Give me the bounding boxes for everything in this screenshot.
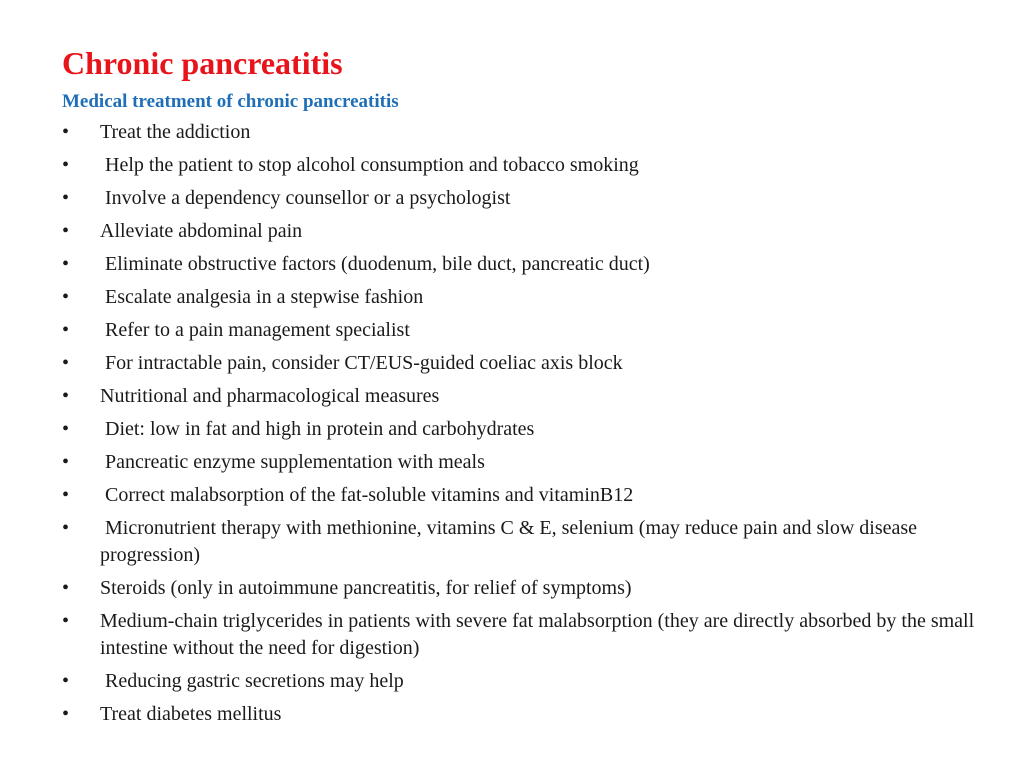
bullet-text: Reducing gastric secretions may help [100,670,404,692]
bullet-dot-icon: • [62,220,70,242]
bullet-text: Micronutrient therapy with methionine, vitamins C & E, selenium (may reduce pain and slow disease progression) [100,517,923,566]
bullet-item [62,119,992,146]
bullet-item [62,482,992,509]
bullet-text: Correct malabsorption of the fat-soluble vitamins and vitaminB12 [100,484,634,506]
bullet-dot-icon: • [62,385,70,407]
bullet-text: For intractable pain, consider CT/EUS-guided coeliac axis block [100,352,623,374]
bullet-text: Diet: low in fat and high in protein and carbohydrates [100,418,535,440]
bullet-text: Nutritional and pharmacological measures [100,385,440,407]
bullet-text: Medium-chain triglycerides in patients with severe fat malabsorption (they are directly absorbed by the small intestine without the need for digestion) [100,610,980,659]
bullet-item [62,416,992,443]
bullet-text: Steroids (only in autoimmune pancreatitis, for relief of symptoms) [100,577,632,599]
bullet-text: Involve a dependency counsellor or a psychologist [100,187,511,209]
bullet-list [62,119,992,728]
bullet-item [62,317,992,344]
bullet-dot-icon: • [62,418,70,440]
bullet-item [62,185,992,212]
bullet-dot-icon: • [62,187,70,209]
bullet-dot-icon: • [62,286,70,308]
slide-title: Chronic pancreatitis [62,45,343,81]
bullet-dot-icon: • [62,577,70,599]
bullet-dot-icon: • [62,703,70,725]
bullet-text: Help the patient to stop alcohol consumption and tobacco smoking [100,154,639,176]
bullet-item [62,449,992,476]
bullet-item [62,383,992,410]
bullet-dot-icon: • [62,451,70,473]
bullet-item [62,152,992,179]
bullet-item [62,515,992,569]
bullet-text: Treat diabetes mellitus [100,703,282,725]
slide [62,40,992,728]
bullet-dot-icon: • [62,670,70,692]
bullet-text: Treat the addiction [100,121,251,143]
bullet-text: Escalate analgesia in a stepwise fashion [100,286,424,308]
bullet-text: Alleviate abdominal pain [100,220,303,242]
bullet-dot-icon: • [62,154,70,176]
bullet-dot-icon: • [62,319,70,341]
bullet-dot-icon: • [62,517,70,539]
bullet-item [62,575,992,602]
bullet-item [62,218,992,245]
bullet-dot-icon: • [62,610,70,632]
bullet-text: Eliminate obstructive factors (duodenum, bile duct, pancreatic duct) [100,253,650,275]
bullet-item [62,251,992,278]
slide-subtitle: Medical treatment of chronic pancreatitis [62,91,399,112]
bullet-dot-icon: • [62,352,70,374]
bullet-item [62,284,992,311]
bullet-item [62,668,992,695]
bullet-item [62,701,992,728]
bullet-dot-icon: • [62,121,70,143]
bullet-dot-icon: • [62,253,70,275]
bullet-text: Refer to a pain management specialist [100,319,410,341]
bullet-item [62,608,992,662]
bullet-text: Pancreatic enzyme supplementation with meals [100,451,485,473]
bullet-item [62,350,992,377]
bullet-dot-icon: • [62,484,70,506]
